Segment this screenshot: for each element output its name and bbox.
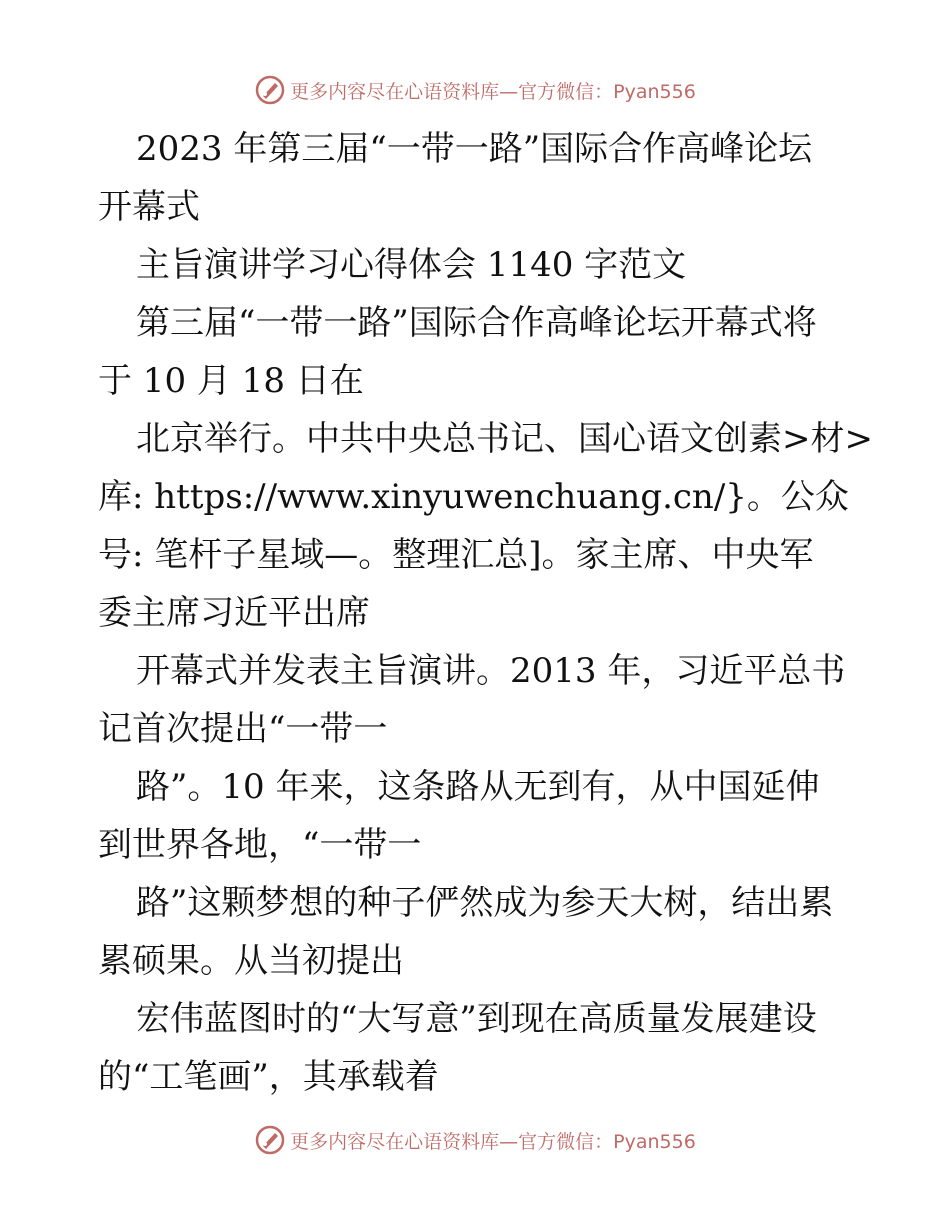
text-line: 于 10 月 18 日在 xyxy=(98,361,364,401)
text-line: 委主席习近平出席 xyxy=(98,593,370,633)
text-line: 路”。10 年来，这条路从无到有，从中国延伸 xyxy=(136,767,820,807)
text-line: 的“工笔画”，其承载着 xyxy=(98,1057,439,1097)
pen-logo-icon xyxy=(254,74,286,106)
text-line: 库: https://www.xinyuwenchuang.cn/}。公众 xyxy=(98,477,849,517)
text-line: 累硕果。从当初提出 xyxy=(98,941,404,981)
footer-watermark xyxy=(0,1124,950,1156)
header-watermark xyxy=(0,74,950,106)
text-line: 北京举行。中共中央总书记、国心语文创素>材> xyxy=(136,419,873,459)
pen-logo-icon xyxy=(254,1124,286,1156)
text-line: 宏伟蓝图时的“大写意”到现在高质量发展建设 xyxy=(136,999,817,1039)
text-line: 开幕式 xyxy=(98,187,200,227)
text-line: 到世界各地，“一带一 xyxy=(98,825,422,865)
watermark-text: 更多内容尽在心语资料库—官方微信：Pyan556 xyxy=(290,1130,696,1153)
text-line: 记首次提出“一带一 xyxy=(98,709,388,749)
text-line: 开幕式并发表主旨演讲。2013 年，习近平总书 xyxy=(136,651,846,691)
text-line: 号: 笔杆子星域—。整理汇总]。家主席、中央军 xyxy=(98,535,814,575)
watermark-text: 更多内容尽在心语资料库—官方微信：Pyan556 xyxy=(290,80,696,103)
document-body xyxy=(98,120,873,1106)
text-line: 主旨演讲学习心得体会 1140 字范文 xyxy=(136,245,687,285)
text-line: 2023 年第三届“一带一路”国际合作高峰论坛 xyxy=(136,129,813,169)
text-line: 路”这颗梦想的种子俨然成为参天大树，结出累 xyxy=(136,883,834,923)
text-line: 第三届“一带一路”国际合作高峰论坛开幕式将 xyxy=(136,303,817,343)
